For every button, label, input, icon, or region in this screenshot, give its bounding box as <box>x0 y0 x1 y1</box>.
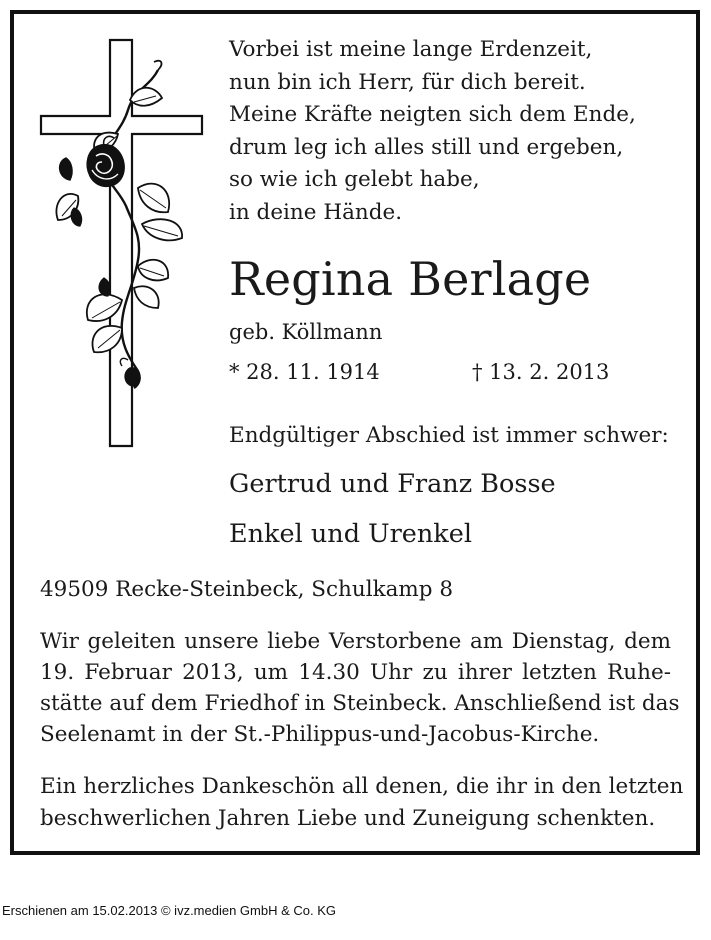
death-date: † 13. 2. 2013 <box>472 360 610 384</box>
poem <box>229 34 636 229</box>
poem-line: so wie ich gelebt habe, <box>229 167 480 192</box>
publication-footer: Erschienen am 15.02.2013 © ivz.medien GmbH & Co. KG <box>2 903 337 918</box>
funeral-notice-line: Wir geleiten unsere liebe Verstorbene am Dienstag, dem <box>40 629 671 654</box>
birth-name: geb. Köllmann <box>229 320 383 344</box>
poem-line: in deine Hände. <box>229 199 403 225</box>
farewell-text: Endgültiger Abschied ist immer schwer: <box>229 423 669 448</box>
funeral-notice-line: Seelenamt in der St.-Philippus-und-Jacobus-Kirche. <box>40 722 600 747</box>
funeral-notice-line: 19. Februar 2013, um 14.30 Uhr zu ihrer letzten Ruhe- <box>40 660 671 685</box>
address: 49509 Recke-Steinbeck, Schulkamp 8 <box>40 577 454 602</box>
cross-with-rose-icon <box>38 38 208 448</box>
poem-line: Vorbei ist meine lange Erdenzeit, <box>229 37 593 62</box>
mourner-name: Gertrud und Franz Bosse <box>229 469 556 499</box>
birth-date: * 28. 11. 1914 <box>229 360 380 384</box>
funeral-notice <box>40 626 680 750</box>
poem-line: Meine Kräfte neigten sich dem Ende, <box>229 102 636 127</box>
deceased-name: Regina Berlage <box>229 252 592 306</box>
mourner-name: Enkel und Urenkel <box>229 519 473 549</box>
thanks-line: beschwerlichen Jahren Liebe und Zuneigung schenkten. <box>40 806 656 831</box>
thanks-line: Ein herzliches Dankeschön all denen, die ihr in den letzten <box>40 774 684 799</box>
poem-line: drum leg ich alles still und ergeben, <box>229 134 624 160</box>
poem-line: nun bin ich Herr, für dich bereit. <box>229 69 586 95</box>
thanks-note <box>40 771 684 835</box>
funeral-notice-line: stätte auf dem Friedhof in Steinbeck. Anschließend ist das <box>40 691 680 716</box>
